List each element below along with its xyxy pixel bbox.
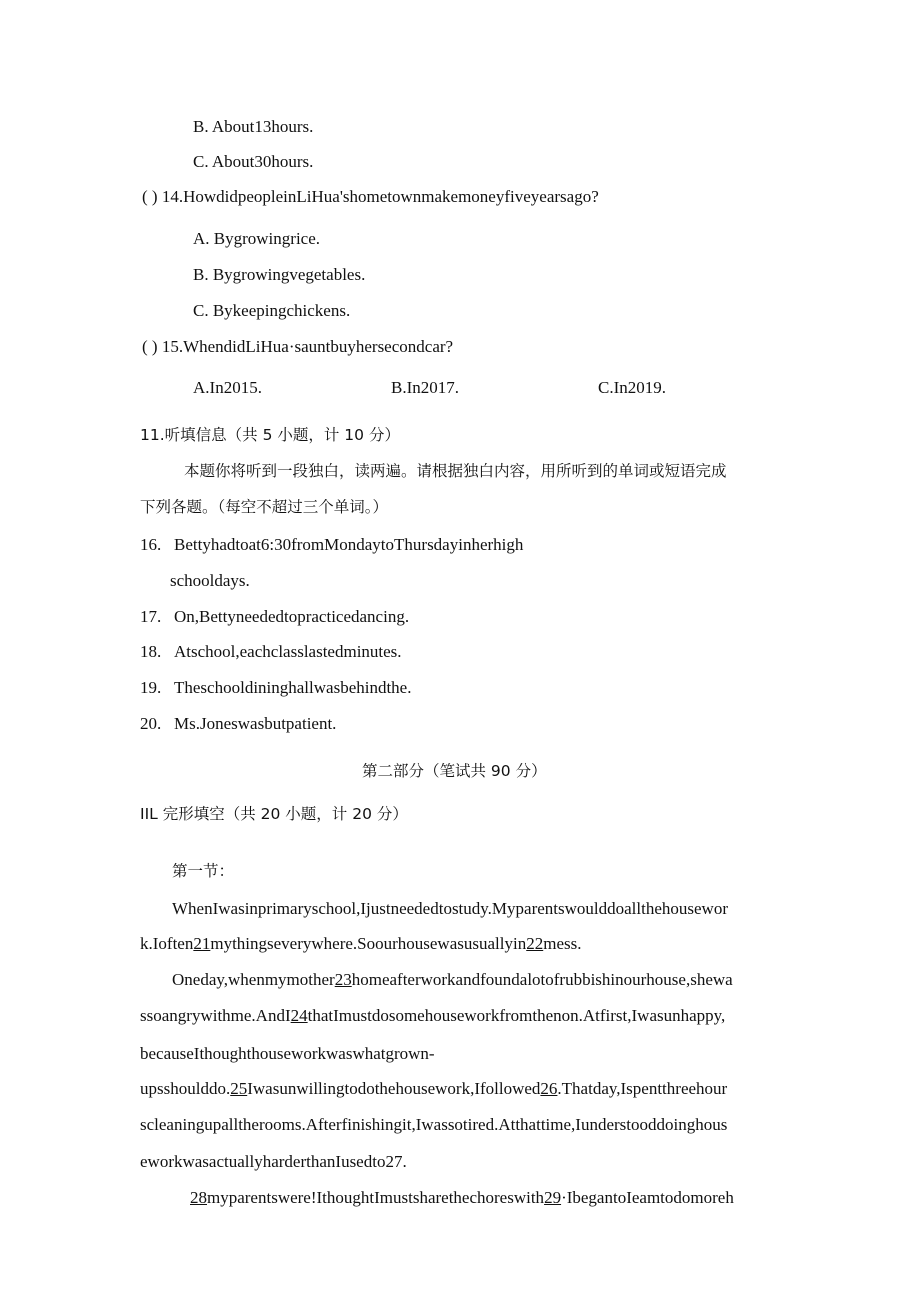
blank-24: 24 (290, 1006, 308, 1025)
passage-text: .Thatday,Ispentthreehour (557, 1079, 728, 1098)
q14-option-b: B. Bygrowingvegetables. (193, 265, 366, 284)
item-19-text: Theschooldininghallwasbehindthe. (174, 678, 412, 697)
section-ii-heading: 11.听填信息（共 5 小题，计 10 分） (140, 426, 400, 444)
blank-21: 21 (193, 934, 211, 953)
item-19-number: 19. (140, 678, 162, 697)
blank-25: 25 (230, 1079, 248, 1098)
q13-option-b: B. About13hours. (193, 117, 314, 136)
passage-text: homeafterworkandfoundalotofrubbishinourhouse,shewa (351, 970, 733, 989)
q15-option-c: C.In2019. (598, 378, 666, 397)
blank-26: 26 (540, 1079, 558, 1098)
q14-stem: ( ) 14.HowdidpeopleinLiHua'shometownmakemoneyfiveyearsago? (142, 187, 599, 206)
q15-option-a: A.In2015. (193, 378, 262, 397)
blank-29: 29 (544, 1188, 562, 1207)
passage-line (140, 1078, 727, 1100)
q14-option-a: A. Bygrowingrice. (193, 229, 321, 248)
passage-text: Iwasunwillingtodothehousework,Ifollowed (247, 1079, 541, 1098)
passage-line (140, 1005, 725, 1027)
passage-line: becauseIthoughthouseworkwaswhatgrown- (140, 1044, 435, 1063)
section-ii-instruction-1: 本题你将听到一段独白，读两遍。请根据独白内容，用所听到的单词或短语完成 (184, 462, 727, 480)
blank-28: 28 (190, 1188, 207, 1207)
section-iii-heading: IIL 完形填空（共 20 小题，计 20 分） (140, 805, 408, 823)
q15-option-b: B.In2017. (391, 378, 459, 397)
item-16-continuation: schooldays. (170, 571, 250, 590)
item-17-text: On,Bettyneededtopracticedancing. (174, 607, 410, 626)
item-20-text: Ms.Joneswasbutpatient. (174, 714, 337, 733)
passage-line: eworkwasactuallyharderthanIusedto27. (140, 1152, 407, 1171)
passage-line (140, 933, 581, 955)
part-two-heading: 第二部分（笔试共 90 分） (362, 762, 547, 780)
item-18-number: 18. (140, 642, 162, 661)
passage-text: myparentswere!IthoughtImustsharethechoreswith (207, 1188, 545, 1207)
passage-text: upsshoulddo. (140, 1079, 231, 1098)
item-16-number: 16. (140, 535, 162, 554)
passage-line: scleaningupalltherooms.Afterfinishingit,Iwassotired.Atthattime,Iunderstooddoinghous (140, 1115, 728, 1134)
q15-stem: ( ) 15.WhendidLiHua·sauntbuyhersecondcar? (142, 337, 454, 356)
item-18-text: Atschool,eachclasslastedminutes. (174, 642, 402, 661)
item-16-text: Bettyhadtoat6:30fromMondaytoThursdayinherhigh (174, 535, 524, 554)
passage-text: mess. (543, 934, 582, 953)
item-17-number: 17. (140, 607, 162, 626)
item-20-number: 20. (140, 714, 162, 733)
q14-option-c: C. Bykeepingchickens. (193, 301, 351, 320)
passage-line (190, 1187, 734, 1209)
passage-text: mythingseverywhere.Soourhousewasusuallyin (210, 934, 527, 953)
blank-22: 22 (526, 934, 544, 953)
passage-text: thatImustdosomehouseworkfromthenon.Atfirst,Iwasunhappy, (307, 1006, 726, 1025)
blank-23: 23 (334, 970, 352, 989)
passage-line: WhenIwasinprimaryschool,Ijustneededtostudy.Myparentswoulddoallthehousewor (172, 899, 728, 918)
passage-text: ·IbegantoIeamtodomoreh (561, 1188, 734, 1207)
passage-text: k.Ioften (140, 934, 194, 953)
passage-text: Oneday,whenmymother (172, 970, 335, 989)
section-ii-instruction-2: 下列各题。（每空不超过三个单词。） (140, 498, 389, 516)
passage-line (172, 969, 733, 991)
subsection-heading: 第一节： (172, 862, 235, 880)
q13-option-c: C. About30hours. (193, 152, 314, 171)
passage-text: ssoangrywithme.AndI (140, 1006, 291, 1025)
